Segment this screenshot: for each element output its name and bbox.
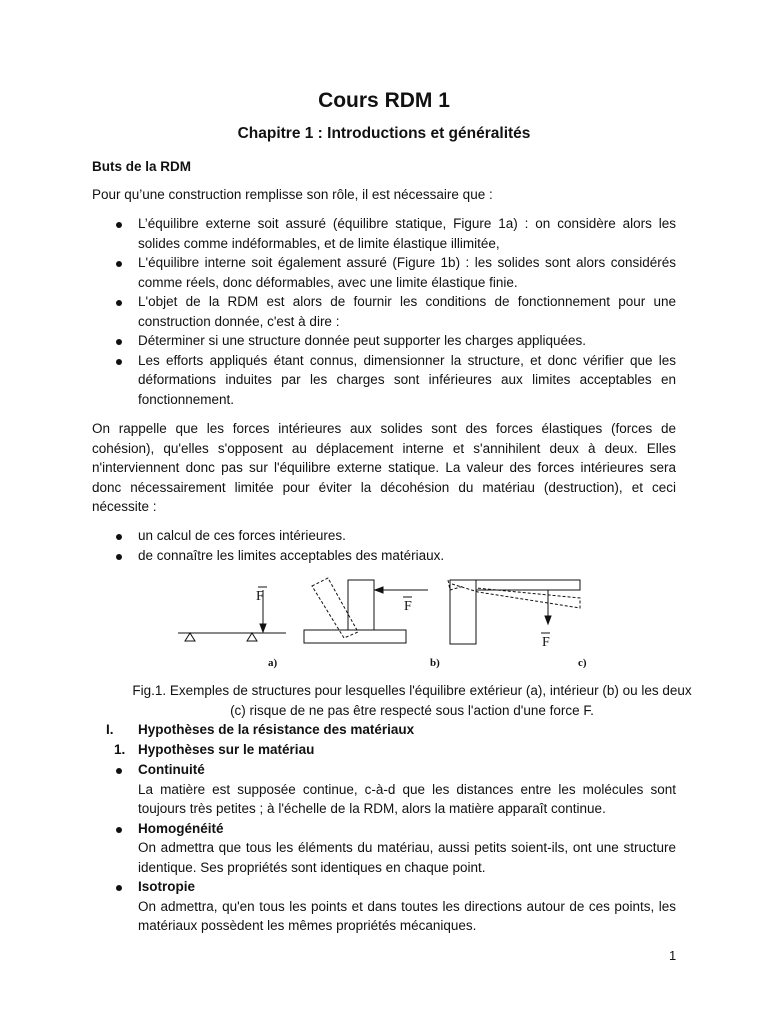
subsection-heading-1: [114, 740, 314, 760]
bullet-icon: [116, 534, 122, 540]
heading-text: Hypothèses de la résistance des matériaux: [138, 722, 415, 737]
list-item: [92, 214, 676, 253]
bullet-icon: [116, 768, 122, 774]
goals-list: [92, 214, 676, 409]
figure-label-a: a): [268, 657, 278, 669]
body-paragraph: On rappelle que les forces intérieures aux solides sont des forces élastiques (forces de cohésion), qu'elles s'opposent au déplacement interne et s'annihilent deux à deux. Elles n'interviennent donc pas sur l'équilibre externe statique. La valeur des forces intérieures sera donc nécessairement limitée pour éviter la décohésion du matériau (destruction), et ceci nécessite :: [92, 421, 676, 514]
material-hypotheses-list: [92, 760, 676, 936]
needs-list: [92, 526, 676, 565]
bullet-icon: [116, 222, 122, 228]
figure-a-beam: [178, 590, 286, 641]
bullet-icon: [116, 359, 122, 365]
bullet-icon: [116, 827, 122, 833]
list-item-text: L’équilibre externe soit assuré (équilibre statique, Figure 1a) : on considère alors les solides comme indéformables, et de limite élastique illimitée,: [138, 216, 676, 251]
bullet-icon: [116, 300, 122, 306]
force-label-a: F: [256, 589, 264, 604]
page-number: 1: [669, 948, 677, 963]
list-item: [92, 351, 676, 410]
heading-text: Hypothèses sur le matériau: [138, 742, 315, 757]
list-item: [92, 331, 676, 351]
list-item-text: L'équilibre interne soit également assuré (Figure 1b) : les solides sont alors considérés comme réels, donc déformables, avec une limite élastique finie.: [138, 255, 676, 290]
figure-caption: Fig.1. Exemples de structures pour lesquelles l'équilibre extérieur (a), intérieur (b) ou les deux (c) risque de ne pas être respecté sous l'action d'une force F.: [132, 683, 692, 718]
list-item: [92, 546, 676, 566]
property-description: On admettra que tous les éléments du matériau, aussi petits soient-ils, ont une structure identique. Ses propriétés sont identiques en chaque point.: [138, 840, 676, 875]
property-title: Isotropie: [138, 879, 196, 894]
bullet-icon: [116, 554, 122, 560]
list-item-text: Déterminer si une structure donnée peut supporter les charges appliquées.: [138, 333, 587, 348]
figure-c-bracket: [448, 580, 580, 644]
intro-text: Pour qu’une construction remplisse son rôle, il est nécessaire que :: [92, 187, 493, 202]
section-title: Buts de la RDM: [92, 159, 192, 174]
force-label-b: F: [404, 599, 412, 614]
bullet-icon: [116, 261, 122, 267]
property-title: Homogénéité: [138, 820, 224, 836]
list-item: [92, 526, 676, 546]
figure-label-c: c): [578, 657, 587, 669]
list-item: [92, 292, 676, 331]
document-title: Cours RDM 1: [318, 89, 450, 112]
heading-number: 1.: [114, 742, 126, 757]
property-description: La matière est supposée continue, c-à-d que les distances entre les molécules sont toujours très petites ; à l'échelle de la RDM, alors la matière apparaît continue.: [138, 781, 676, 816]
property-title: Continuité: [138, 762, 205, 777]
force-label-c: F: [542, 635, 550, 650]
figure-label-b: b): [430, 657, 440, 669]
chapter-title: Chapitre 1 : Introductions et généralités: [237, 125, 531, 142]
heading-number: I.: [106, 722, 114, 737]
list-item: [92, 253, 676, 292]
list-item-text: Les efforts appliqués étant connus, dimensionner la structure, et donc vérifier que les déformations induites par les charges sont inférieures aux limites acceptables en fonctionnement.: [138, 352, 676, 407]
list-item-text: un calcul de ces forces intérieures.: [138, 528, 346, 543]
list-item: [92, 760, 676, 819]
bullet-icon: [116, 885, 122, 891]
list-item-text: L'objet de la RDM est alors de fournir les conditions de fonctionnement pour une construction donnée, c'est à dire :: [138, 294, 676, 329]
figure-1: [178, 574, 598, 670]
bullet-icon: [116, 339, 122, 345]
list-item-text: de connaître les limites acceptables des matériaux.: [138, 547, 445, 563]
property-description: On admettra, qu'en tous les points et dans toutes les directions autour de ces points, les matériaux possèdent les mêmes propriétés mécaniques.: [138, 898, 676, 933]
list-item: [92, 819, 676, 878]
list-item: [92, 877, 676, 936]
section-heading-I: [106, 720, 414, 740]
